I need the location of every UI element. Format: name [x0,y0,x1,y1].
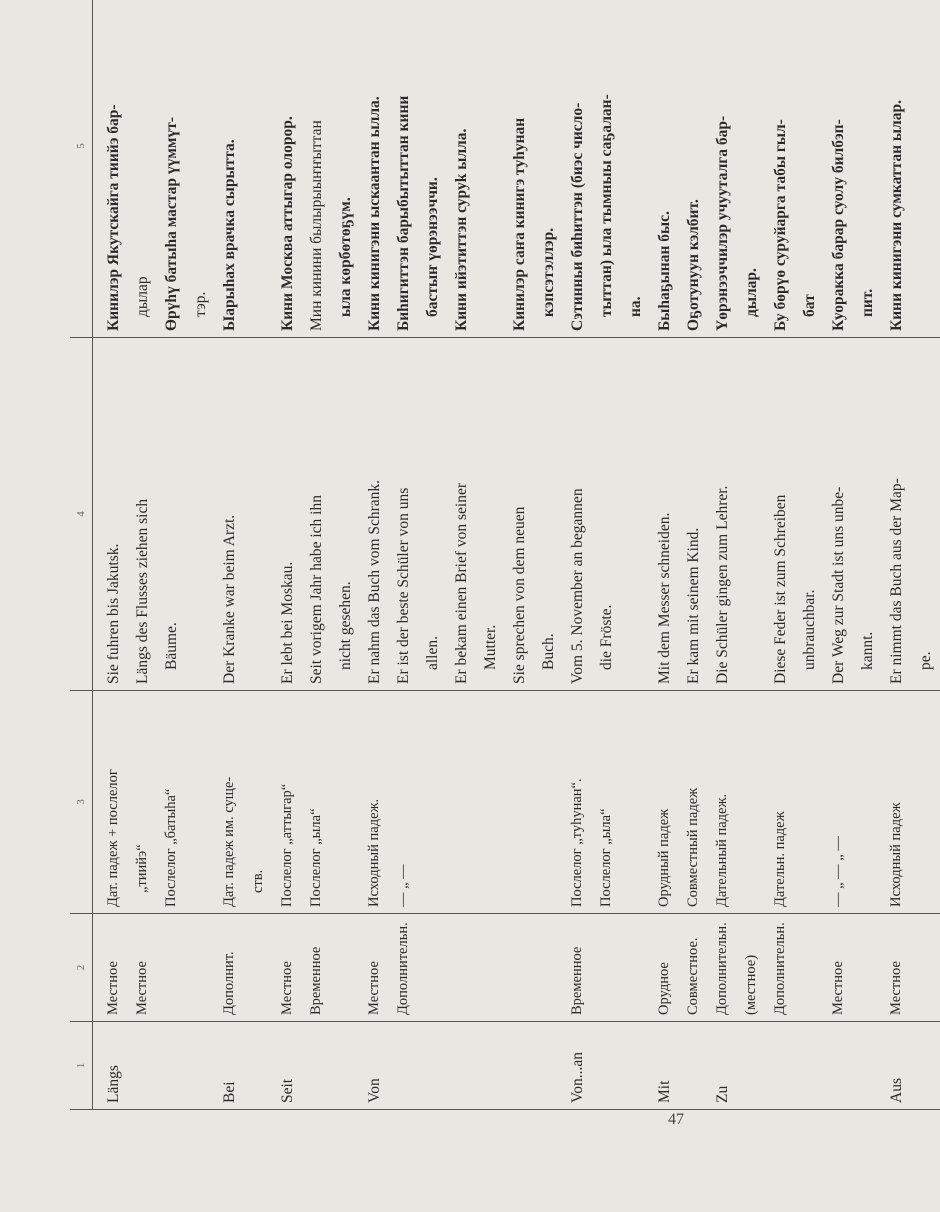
table-cell-col4 [824,338,882,691]
table-cell-col5 [360,0,563,338]
table-cell-col3 [273,691,360,914]
cell-line: Sie sprechen von dem neuen [511,506,528,684]
cell-line: Куоракка барар суолу билбэп- [830,119,847,331]
cell-line: „тиийэ“ [134,844,150,893]
cell-line: Бу бөрүө суруйарга табы гыл- [772,119,789,331]
cell-line: Местное [366,961,382,1015]
cell-line: Seit [279,1078,296,1103]
table-cell-col1 [882,1022,940,1110]
cell-line: unbrauchbar. [801,589,818,670]
table-cell-col3 [215,691,273,914]
cell-line: Местное [134,961,150,1015]
cell-line: Послелог „ыла“ [598,808,614,907]
table-row [273,0,360,1110]
cell-line: nicht gesehen. [337,581,354,670]
table-row [708,0,824,1110]
cell-line: Исходный падеж [888,802,904,907]
cell-line: die Fröste. [598,604,615,670]
table-cell-col1 [93,1022,216,1110]
table-cell-col2 [824,914,882,1022]
cell-line: Сэтинньи биһиттэн (биэс число- [569,102,586,331]
cell-line: Послелог „туһунан“. [569,778,585,907]
cell-line: Кини ийэтиттэн суруk ылла. [453,128,470,331]
cell-line: Zu [714,1085,731,1103]
cell-line: на. [627,296,644,317]
header-col-2: 2 [70,914,93,1022]
table-cell-col2 [360,914,563,1022]
cell-line: — „ — „ — [830,836,846,907]
cell-line: дылар. [743,268,760,317]
rotated-table-frame [70,20,934,1110]
cell-line: — „ — [395,864,411,907]
cell-line: allen. [424,636,441,670]
table-cell-col4 [93,338,216,691]
cell-line: Совместное. [685,937,701,1015]
table-cell-col1 [563,1022,650,1110]
table-row [563,0,650,1110]
page-number: 47 [668,1111,684,1128]
cell-line: Местное [830,961,846,1015]
cell-line: Vom 5. November an begannen [569,488,586,684]
cell-line: Дополнительн. [772,922,788,1015]
cell-line: Längs des Flusses ziehen sich [134,498,151,684]
table-cell-col2 [650,914,708,1022]
cell-line: Bei [221,1081,238,1103]
cell-line: ыла көрбөтөҕүм. [337,197,354,317]
cell-line: Временное [569,946,585,1015]
cell-line: Кини кинигэни сумкаттан ылар. [888,100,905,331]
table-cell-col5 [824,0,882,338]
cell-line [737,344,766,684]
table-cell-col4 [360,338,563,691]
cell-line: Seit vorigem Jahr habe ich ihn [308,495,325,684]
cell-line [476,0,505,331]
table-cell-col3 [650,691,708,914]
cell-line: Längs [105,1065,122,1103]
cell-line: Mit dem Messer schneiden. [656,512,673,684]
cell-line: Дополнит. [221,951,237,1015]
header-col-5: 5 [70,0,93,338]
table-cell-col4 [563,338,650,691]
cell-line: Орудный падеж [656,808,672,907]
table-cell-col3 [360,691,563,914]
cell-line: Өрүһү батыһа мастар үүммүт- [163,116,180,331]
table-cell-col1 [708,1022,824,1110]
header-col-4: 4 [70,338,93,691]
cell-line: Von [366,1078,383,1103]
cell-line: Послелог „ыла“ [308,808,324,907]
cell-line: Er nahm das Buch vom Schrank. [366,479,383,684]
cell-line: Der Weg zur Stadt ist uns unbe- [830,486,847,684]
cell-line: Дательн. падеж [772,811,788,907]
cell-line: Дополнительн. [714,922,730,1015]
cell-line: Үөрэнээччилэр учууталга бар- [714,115,731,331]
table-cell-col2 [563,914,650,1022]
table-cell-col2 [708,914,824,1022]
table-cell-col1 [273,1022,360,1110]
table-cell-col1 [360,1022,563,1110]
table-cell-col5 [93,0,216,338]
cell-line [824,1028,853,1103]
cell-line: Aus [888,1078,905,1103]
table-cell-col3 [882,691,940,914]
cell-line: дылар [134,276,151,317]
cell-line: Sie fuhren bis Jakutsk. [105,543,122,684]
table-cell-col3 [824,691,882,914]
table-cell-col5 [215,0,273,338]
table-row [360,0,563,1110]
cell-line: Послелог „батыһа“ [163,788,179,907]
cell-line: Er nimmt das Buch aus der Map- [888,478,905,684]
table-cell-col3 [563,691,650,914]
cell-line: Mit [656,1080,673,1103]
grammar-table [70,0,940,1110]
table-cell-col4 [708,338,824,691]
cell-line: pe. [917,651,934,670]
cell-line: Дательный падеж. [714,793,730,907]
cell-line: Die Schüler gingen zum Lehrer. [714,485,731,684]
table-cell-col5 [563,0,650,338]
table-row [93,0,216,1110]
cell-line: Исходный падеж. [366,798,382,907]
table-cell-col4 [650,338,708,691]
cell-line: Von...an [569,1052,586,1103]
cell-line: Bäume. [163,622,180,670]
cell-line: Мин кинини былырыыҥҥыттан [308,120,325,331]
cell-line: Кини Москва аттыгар олорор. [279,116,296,331]
table-cell-col4 [215,338,273,691]
table-cell-col2 [882,914,940,1022]
table-row [650,0,708,1110]
cell-line: ств. [250,869,266,893]
table-cell-col5 [708,0,824,338]
table-cell-col5 [650,0,708,338]
cell-line: Оҕотунуун кэлбит. [685,199,702,331]
cell-line: Дополнительн. [395,922,411,1015]
table-cell-col2 [93,914,216,1022]
cell-line: Быһаҕынан быс. [656,211,673,331]
cell-line: Кинилэр саҥа кинигэ туһунан [511,117,528,331]
cell-line: Местное [279,961,295,1015]
cell-line: Er kam mit seinem Kind. [685,527,702,684]
cell-line: (местное) [743,954,759,1015]
header-col-1: 1 [70,1022,93,1110]
cell-line: тыттан) ыла тымныы саҕалан- [598,94,615,317]
cell-line: Дат. падеж им. суще- [221,776,237,907]
cell-line: Местное [888,961,904,1015]
cell-line: бастыҥ үөрэнээччи. [424,177,441,317]
table-cell-col5 [273,0,360,338]
cell-line: Er bekam einen Brief von seiner [453,483,470,684]
cell-line: кэпсэтэллэр. [540,227,557,317]
cell-line: тэр. [192,291,209,317]
cell-line: бат [801,294,818,317]
cell-line: Er lebt bei Moskau. [279,561,296,684]
table-cell-col2 [215,914,273,1022]
cell-line: Кини кинигэни ыскаантан ылла. [366,96,383,331]
cell-line: Der Kranke war beim Arzt. [221,514,238,684]
cell-line: Diese Feder ist zum Schreiben [772,494,789,684]
cell-line: kannt. [859,631,876,670]
table-cell-col4 [273,338,360,691]
table-cell-col5 [882,0,940,338]
cell-line [737,697,766,907]
table-row [215,0,273,1110]
cell-line: Buch. [540,633,557,670]
cell-line: Дат. падеж + послелог [105,769,121,907]
table-cell-col3 [93,691,216,914]
cell-line: Кинилэр Якутскайга тиийэ бар- [105,104,122,331]
cell-line: Послелог „аттыгар“ [279,783,295,907]
cell-line: Орудное [656,962,672,1015]
cell-line: Биһигиттэн барыбытыттан кини [395,95,412,331]
table-row [824,0,882,1110]
table-cell-col2 [273,914,360,1022]
table-cell-col4 [882,338,940,691]
cell-line: Er ist der beste Schüler von uns [395,487,412,684]
table-cell-col1 [824,1022,882,1110]
table-cell-col1 [215,1022,273,1110]
header-row [70,0,93,1110]
cell-line: Ыарыһах врачка сырытта. [221,139,238,331]
cell-line: Mutter. [482,624,499,670]
table-cell-col1 [650,1022,708,1110]
header-col-3: 3 [70,691,93,914]
cell-line: Временное [308,946,324,1015]
cell-line: пит. [859,288,876,317]
cell-line: Местное [105,961,121,1015]
table-cell-col3 [708,691,824,914]
cell-line: Совместный падеж [685,787,701,907]
table-row [882,0,940,1110]
